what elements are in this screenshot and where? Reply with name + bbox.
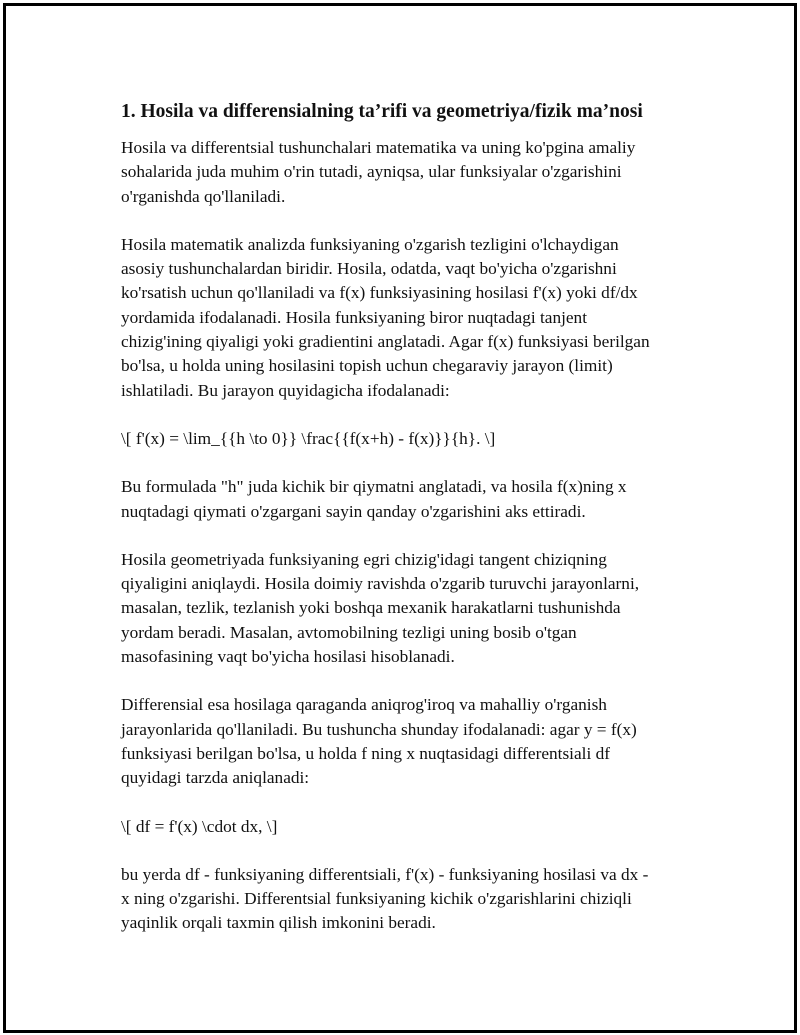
formula-derivative-limit <box>121 427 701 451</box>
formula-line: \[ f'(x) = \lim_{{h \to 0}} \frac{{f(x+h) - f(x)}}{h}. \] <box>121 428 496 448</box>
formula-line: \[ df = f'(x) \cdot dx, \] <box>121 816 278 836</box>
text-line: yordamida ifodalanadi. Hosila funksiyaning biror nuqtadagi tanjent <box>121 307 587 327</box>
text-line: Hosila matematik analizda funksiyaning o'zgarish tezligini o'lchaydigan <box>121 234 619 254</box>
text-line: o'rganishda qo'llaniladi. <box>121 186 286 206</box>
text-line: chizig'ining qiyaligi yoki gradientini anglatadi. Agar f(x) funksiyasi berilgan <box>121 332 650 352</box>
formula-differential <box>121 815 701 839</box>
text-line: qiyaligini aniqlaydi. Hosila doimiy ravishda o'zgarib turuvchi jarayonlarni, <box>121 574 640 594</box>
text-line: ko'rsatish uchun qo'llaniladi va f(x) funksiyasining hosilasi f'(x) yoki df/dx <box>121 283 638 303</box>
text-line: funksiyasi berilgan bo'lsa, u holda f ning x nuqtasidagi differentsiali df <box>121 743 610 763</box>
paragraph-intro <box>121 136 701 209</box>
text-line: ishlatiladi. Bu jarayon quyidagicha ifodalanadi: <box>121 380 450 400</box>
text-line: x ning o'zgarishi. Differentsial funksiyaning kichik o'zgarishlarini chiziqli <box>121 889 632 909</box>
text-line: nuqtadagi qiymati o'zgargani sayin qanday o'zgarishini aks ettiradi. <box>121 501 586 521</box>
paragraph-differential-explanation <box>121 863 701 936</box>
paragraph-formula-explanation <box>121 475 701 524</box>
text-line: sohalarida juda muhim o'rin tutadi, ayniqsa, ular funksiyalar o'zgarishini <box>121 162 622 182</box>
paragraph-differential-definition <box>121 693 701 790</box>
paragraph-geometric-meaning <box>121 548 701 669</box>
text-line: Hosila va differentsial tushunchalari matematika va uning ko'pgina amaliy <box>121 138 636 157</box>
page-frame <box>3 3 797 1033</box>
text-line: Differensial esa hosilaga qaraganda aniqrog'iroq va mahalliy o'rganish <box>121 695 607 715</box>
text-line: Hosila geometriyada funksiyaning egri chizig'idagi tangent chiziqning <box>121 549 607 569</box>
text-line: bu yerda df - funksiyaning differentsiali, f'(x) - funksiyaning hosilasi va dx - <box>121 864 649 884</box>
section-heading: 1. Hosila va differensialning ta’rifi va geometriya/fizik ma’nosi <box>121 101 643 122</box>
text-line: Bu formulada "h" juda kichik bir qiymatni anglatadi, va hosila f(x)ning x <box>121 477 627 497</box>
text-line: jarayonlarida qo'llaniladi. Bu tushuncha shunday ifodalanadi: agar y = f(x) <box>121 719 637 739</box>
document-content <box>121 98 701 960</box>
text-line: quyidagi tarzda aniqlanadi: <box>121 768 310 788</box>
text-line: yordam beradi. Masalan, avtomobilning tezligi uning bosib o'tgan <box>121 622 577 642</box>
text-line: masalan, tezlik, tezlanish yoki boshqa mexanik harakatlarni tushunishda <box>121 598 621 618</box>
text-line: asosiy tushunchalardan biridir. Hosila, odatda, vaqt bo'yicha o'zgarishni <box>121 259 617 279</box>
paragraph-derivative-definition <box>121 233 701 403</box>
text-line: bo'lsa, u holda uning hosilasini topish uchun chegaraviy jarayon (limit) <box>121 356 613 376</box>
text-line: yaqinlik orqali taxmin qilish imkonini beradi. <box>121 913 436 933</box>
text-line: masofasining vaqt bo'yicha hosilasi hisoblanadi. <box>121 647 455 667</box>
